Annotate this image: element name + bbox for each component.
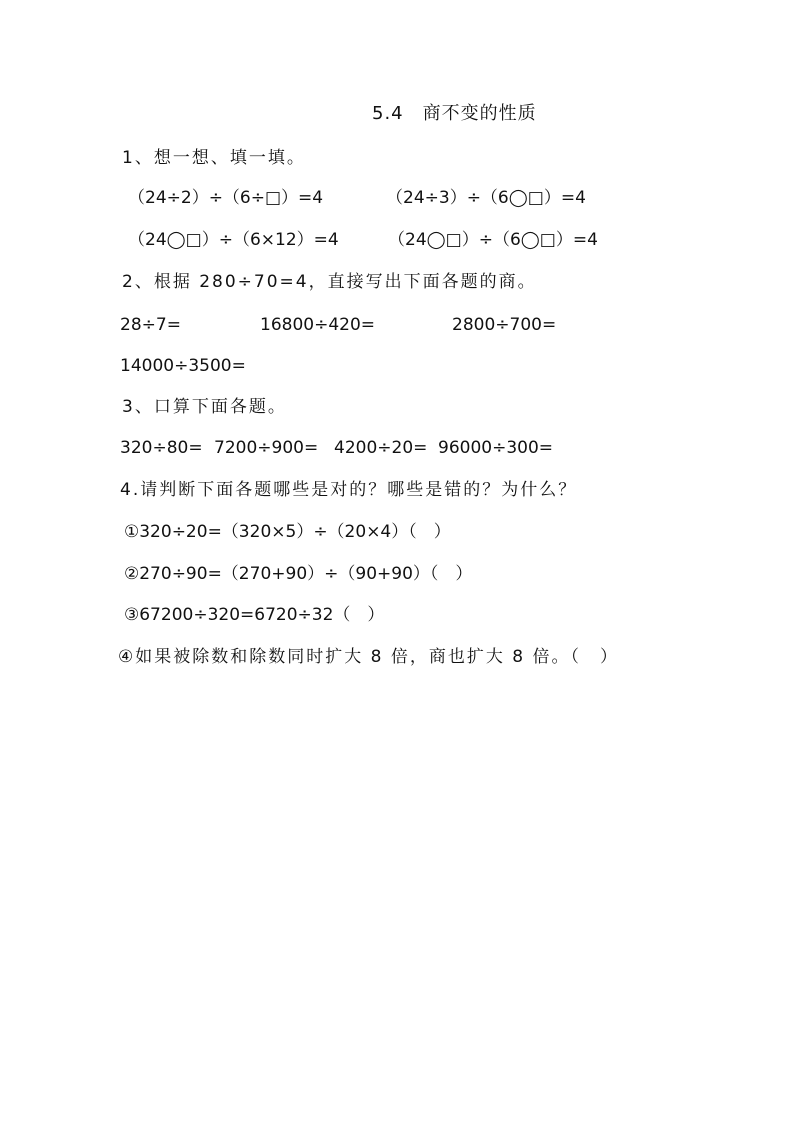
q3-item-2: 7200÷900= [214, 438, 319, 458]
q4-item-3: ③67200÷320=6720÷32（ ） [124, 605, 385, 625]
q3-item-3: 4200÷20= [334, 438, 428, 458]
q1-item-4: （24◯□）÷（6◯□）=4 [388, 230, 598, 250]
q4-item-1: ①320÷20=（320×5）÷（20×4）（ ） [124, 522, 451, 542]
q3-heading: 3、口算下面各题。 [122, 397, 287, 417]
q1-item-3: （24◯□）÷（6×12）=4 [128, 230, 339, 250]
q2-item-1: 28÷7= [120, 315, 181, 335]
q3-item-1: 320÷80= [120, 438, 203, 458]
q4-heading: 4.请判断下面各题哪些是对的？哪些是错的？为什么？ [120, 480, 578, 500]
q2-item-3: 2800÷700= [452, 315, 557, 335]
q2-item-4: 14000÷3500= [120, 356, 246, 376]
q1-item-1: （24÷2）÷（6÷□）=4 [128, 188, 324, 208]
q4-item-4: ④如果被除数和除数同时扩大 8 倍，商也扩大 8 倍。（ ） [118, 647, 619, 667]
page-title: 5.4 商不变的性质 [372, 103, 537, 124]
q4-item-2: ②270÷90=（270+90）÷（90+90）（ ） [124, 564, 473, 584]
q2-item-2: 16800÷420= [260, 315, 376, 335]
q1-item-2: （24÷3）÷（6◯□）=4 [386, 188, 586, 208]
q2-heading: 2、根据 280÷70=4，直接写出下面各题的商。 [122, 272, 537, 292]
q1-heading: 1、想一想、填一填。 [122, 148, 306, 168]
q3-item-4: 96000÷300= [438, 438, 554, 458]
